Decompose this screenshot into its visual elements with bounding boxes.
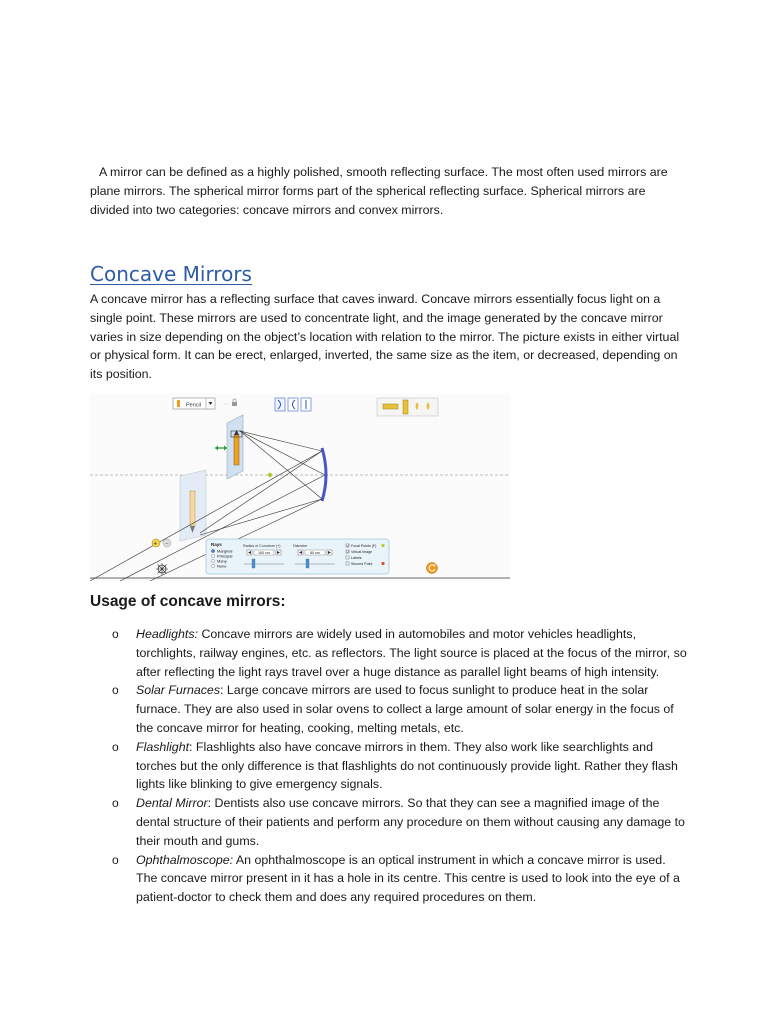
list-item-term: Headlights: [136, 627, 198, 641]
diameter-value: 80 cm [310, 551, 320, 555]
bullet-marker: o [112, 739, 119, 754]
zoom-out-icon: − [165, 541, 169, 548]
light-source-toggle[interactable] [156, 563, 168, 575]
list-item [112, 738, 687, 794]
zoom-in-icon: + [153, 541, 158, 548]
concave-mirror-simulation-figure [90, 393, 510, 581]
concave-paragraph: A concave mirror has a reflecting surface that caves inward. Concave mirrors essentially focus light on a single point. These mirrors are used to concentrate light, and the image generated by the concave mirror varies in size depending on the object’s location with relation to the mirror. The picture exists in either virtual or physical form. It can be erect, enlarged, inverted, the same size as the item, or decreased, depending on its position. [90, 292, 680, 382]
usage-list [112, 625, 687, 907]
list-item-term: Dental Mirror [136, 796, 208, 811]
list-item [112, 851, 687, 907]
vertical-ruler-icon [403, 400, 408, 414]
list-item [112, 625, 687, 681]
mirror-type-buttons[interactable] [275, 398, 311, 411]
radius-value: 160 cm [258, 551, 270, 555]
list-item-term: Flashlight [136, 739, 190, 754]
rays-title: Rays [211, 542, 222, 547]
list-item-term: Ophthalmoscope: [136, 852, 234, 867]
check-label-2: Labels [351, 556, 362, 560]
intro-paragraph: A mirror can be defined as a highly polished, smooth reflecting surface. The most often used mirrors are plane mirrors. The spherical mirror forms part of the spherical reflecting surface. Spherical mirrors are divided into two categories: concave mirrors and convex mirrors. [90, 165, 668, 217]
ray-option-0: Marginal [217, 548, 233, 554]
control-panel [206, 539, 389, 574]
reset-button[interactable] [427, 563, 438, 574]
usage-heading: Usage of concave mirrors: [90, 593, 286, 610]
list-item-text: An ophthalmoscope is an optical instrument in which a concave mirror is used. The concave mirror present in it has a hole in its centre. This centre is used to look into the eye of a patient-doctor to check them and does any required procedures on them. [136, 852, 680, 905]
check-label-1: Virtual Image [351, 550, 373, 554]
check-label-0: Focal Points (F) [351, 544, 377, 548]
list-item [112, 681, 687, 737]
lock-icon [224, 399, 237, 406]
ruler-icon [383, 404, 398, 409]
sun-icon [156, 563, 168, 575]
tools-box[interactable] [377, 398, 438, 416]
radius-label: Radius of Curvature (+) [243, 544, 281, 548]
list-item-term: Solar Furnaces [136, 683, 221, 698]
check-label-3: Second Point [351, 562, 373, 566]
bullet-marker: o [112, 852, 119, 867]
object-select-label: Pencil [186, 402, 201, 409]
list-item-text: : Flashlights also have concave mirrors in them. They also work like searchlights and torches but the only difference is that flashlights do not continuously provide light. Rather they flash lights like blinking to give emergency signals. [136, 739, 678, 792]
bullet-marker: o [112, 683, 119, 698]
radius-stepper[interactable] [247, 550, 281, 555]
inverted-image [180, 470, 206, 541]
bullet-marker: o [112, 796, 119, 811]
ray-option-3: None [217, 563, 227, 569]
bullet-marker: o [112, 627, 119, 641]
ray-option-1: Principal [217, 553, 233, 559]
concave-mirrors-heading: Concave Mirrors [90, 262, 252, 286]
diameter-stepper[interactable] [298, 550, 332, 555]
focal-point-icon [381, 544, 384, 547]
ray-option-2: Many [217, 558, 227, 564]
object-selector[interactable] [173, 398, 215, 409]
zoom-out-button[interactable] [163, 539, 171, 548]
focal-point [268, 473, 272, 477]
list-item-text: Concave mirrors are widely used in automobiles and motor vehicles headlights, torchlights, railway engines, etc. as reflectors. The light source is placed at the focus of the mirror, so after reflecting the light rays travel over a huge distance as parallel light beams of high intensity. [136, 627, 687, 679]
object-pencil[interactable] [227, 415, 243, 479]
diameter-label: Diameter [293, 544, 308, 548]
list-item-text: : Dentists also use concave mirrors. So that they can see a magnified image of the dental structure of their patients and perform any procedure on them without causing any damage to their mouth and gums. [136, 796, 685, 848]
move-arrow-icon[interactable] [215, 446, 227, 451]
zoom-in-button[interactable] [152, 539, 160, 548]
list-item [112, 794, 687, 850]
list-item-text: : Large concave mirrors are used to focus sunlight to produce heat in the solar furnace. They are also used in solar ovens to collect a large amount of solar energy in the focus of the concave mirror for heating, cooking, melting metals, etc. [136, 683, 674, 735]
second-point-icon [381, 562, 384, 565]
